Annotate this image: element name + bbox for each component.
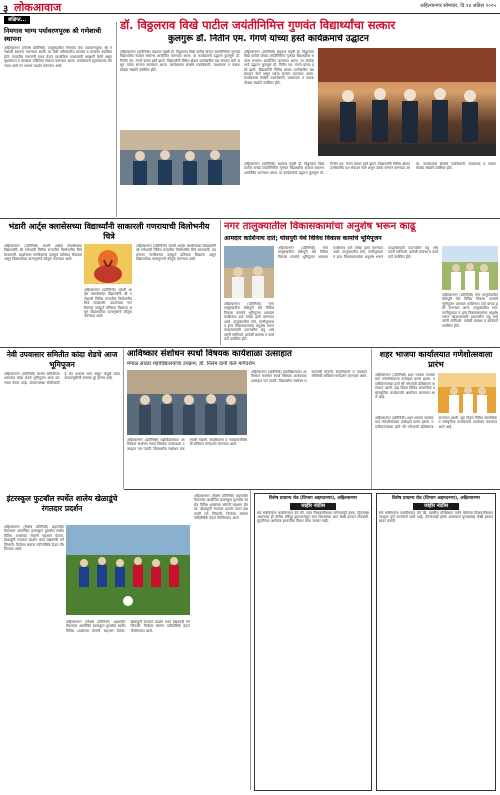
nagar-body: अहिल्यानगर (प्रतिनिधी) नगर तालुक्यातील घोसपुरी येथे विविध विकास कामांचे भूमिपूजन आमदार काशिनाथ दाते यांच्या हस्ते करण्यात आले. तालुक्यातील रस्ते, पाणीपुरवठा व इतर विकासकामांचा अनुशेष भरून काढण्यासाठी प्रयत्नशील राहू असे त्यांनी सांगितले. यावेळी ग्रामस्थ व कार्यकर्ते उपस्थित होते. (224, 302, 274, 342)
bhandari-headline: भंडारी आर्ट्स क्लासेसच्या विद्यार्थ्यांनी साकारली गणरायाची विलोभनीय चित्रे (8, 222, 210, 241)
top-story-body: अहिल्यानगर (प्रतिनिधी) सहकार महर्षी डॉ. विठ्ठलराव विखे पाटील यांच्या जयंतीनिमित्त गुणवंत विद्यार्थ्यांचा सत्कार समारंभ आयोजित करण्यात आला. या कार्यक्रमाचे उद्घाटन कुलगुरू डॉ. नितीन एम. गंगणे यांच्या हस्ते झाले. विद्यार्थ्यांनी विविध क्षेत्रात उल्लेखनीय यश संपादन केले असून त्यांचा सन्मान करण्यात आला. कार्यक्रमास संस्थेचे पदाधिकारी, प्राध्यापक व पालक मोठ्या संख्येने उपस्थित होते. (120, 50, 240, 72)
top-story-body-col2: अहिल्यानगर (प्रतिनिधी) सहकार महर्षी डॉ. विठ्ठलराव विखे पाटील यांच्या जयंतीनिमित्त गुणवंत विद्यार्थ्यांचा सत्कार समारंभ आयोजित करण्यात आला. या कार्यक्रमाचे उद्घाटन कुलगुरू डॉ. नितीन एम. गंगणे यांच्या हस्ते झाले. विद्यार्थ्यांनी विविध क्षेत्रात उल्लेखनीय यश संपादन केले असून त्यांचा सन्मान करण्यात आला. कार्यक्रमास संस्थेचे पदाधिकारी, प्राध्यापक व पालक मोठ्या संख्येने उपस्थित होते. (244, 50, 314, 85)
public-notice-1 (254, 493, 372, 791)
left-brief-title: निमगाव भाग्य पर्यावरणपूरक श्री गणेशाची स्थापना (4, 27, 102, 43)
bjp-body: अहिल्यानगर (प्रतिनिधी) शहर भाजपा कार्यालयात गणेशोत्सवाला उत्साहात प्रारंभ झाला. पदाधिकाऱ्यांच्या हस्ते श्री गणेशाची प्रतिष्ठापना करण्यात आली. दहा दिवस विविध सामाजिक व सांस्कृतिक कार्यक्रमांचे आयोजन करण्यात आले आहे. (375, 373, 435, 400)
top-story-body-col3: अहिल्यानगर (प्रतिनिधी) सहकार महर्षी डॉ. विठ्ठलराव विखे पाटील यांच्या जयंतीनिमित्त गुणवंत विद्यार्थ्यांचा सत्कार समारंभ आयोजित करण्यात आला. या कार्यक्रमाचे उद्घाटन कुलगुरू डॉ. नितीन एम. गंगणे यांच्या हस्ते झाले. विद्यार्थ्यांनी विविध क्षेत्रात उल्लेखनीय यश संपादन केले असून त्यांचा सन्मान करण्यात आला. कार्यक्रमास संस्थेचे पदाधिकारी, प्राध्यापक व पालक मोठ्या संख्येने उपस्थित होते. (244, 162, 496, 175)
bjp-headline: शहर भाजपा कार्यालयात गणेशोत्सवाला प्रारंभ (379, 350, 493, 369)
football-headline: इंटरस्कूल फुटबॉल स्पर्धेत शालेय खेळाडूंचे रंगतदार प्रदर्शन (6, 494, 118, 513)
football-body-3: अहिल्यानगर (विशेष प्रतिनिधी) शहरातील मैदानावर आयोजित इंटरस्कूल फुटबॉल स्पर्धेत विविध शाळांच्या संघांनी सहभाग घेतला. खेळाडूंनी रंगतदार प्रदर्शन करत प्रेक्षकांची मने जिंकली. विजेत्या संघांना पारितोषिके देऊन गौरविण्यात आले. (194, 494, 248, 521)
bhandari-body-2: अहिल्यानगर (प्रतिनिधी) भंडारी आर्ट्स क्लासेसच्या विद्यार्थ्यांनी श्री गणेशाची विविध रूपातील विलोभनीय चित्रे साकारली. प्रदर्शनाला नागरिकांचा उत्स्फूर्त प्रतिसाद मिळाला असून विद्यार्थ्यांच्या कलागुणांचे कौतुक करण्यात आले. (84, 288, 132, 319)
bjp-photo (438, 373, 496, 413)
top-story-headline: डॉ. विठ्ठलराव विखे पाटील जयंतीनिमित्त गुणवंत विद्यार्थ्यांचा सत्कार (120, 18, 396, 32)
left-brief (4, 27, 112, 225)
page-number: ३ (3, 4, 9, 15)
notice-1-head: विशेष प्राधान्य रोड (विभाग अहमदनगर), अहिल्यानगर (269, 496, 357, 501)
notice-2-head: विशेष प्राधान्य रोड (विभाग अहमदनगर), अहिल्यानगर (392, 496, 480, 501)
notice-1-tag: जाहीर नोटीस (290, 503, 336, 510)
ganesha-painting (84, 244, 132, 284)
public-notice-2 (376, 493, 496, 791)
award-photo-2 (120, 130, 240, 185)
bhandari-body: अहिल्यानगर (प्रतिनिधी) भंडारी आर्ट्स क्लासेसच्या विद्यार्थ्यांनी श्री गणेशाची विविध रूपातील विलोभनीय चित्रे साकारली. प्रदर्शनाला नागरिकांचा उत्स्फूर्त प्रतिसाद मिळाला असून विद्यार्थ्यांच्या कलागुणांचे कौतुक करण्यात आले. (4, 244, 82, 262)
innovation-body: अहिल्यानगर (प्रतिनिधी) महाविद्यालयात आविष्कार संशोधन स्पर्धा विषयक कार्यशाळा उत्साहात पार पडली. विद्यार्थ्यांना संशोधन प्रकल्पाची मांडणी, सादरीकरण व नवकल्पनांविषयी सविस्तर मार्गदर्शन करण्यात आले. (127, 438, 247, 451)
innovation-body-2: अहिल्यानगर (प्रतिनिधी) महाविद्यालयात आविष्कार संशोधन स्पर्धा विषयक कार्यशाळा उत्साहात पार पडली. विद्यार्थ्यांना संशोधन प्रकल्पाची मांडणी, सादरीकरण व नवकल्पनांविषयी सविस्तर मार्गदर्शन करण्यात आले. (251, 370, 367, 383)
bjp-body-2: अहिल्यानगर (प्रतिनिधी) शहर भाजपा कार्यालयात गणेशोत्सवाला उत्साहात प्रारंभ झाला. पदाधिकाऱ्यांच्या हस्ते श्री गणेशाची प्रतिष्ठापना करण्यात आली. दहा दिवस विविध सामाजिक व सांस्कृतिक कार्यक्रमांचे आयोजन करण्यात आले आहे. (375, 416, 497, 429)
notice-2-body: सर्व संबंधितांना कळविण्यात येते की, खालील परिशिष्टात वर्णन केलेल्या मिळकतीबाबत व्यवहार पूर्ण करण्याचे ठरले आहे. कोणाचाही हक्क असल्यास पुराव्यासह लेखी हरकत सादर करावी. (379, 510, 493, 524)
bhandari-body-3: अहिल्यानगर (प्रतिनिधी) भंडारी आर्ट्स क्लासेसच्या विद्यार्थ्यांनी श्री गणेशाची विविध रूपातील विलोभनीय चित्रे साकारली. प्रदर्शनाला नागरिकांचा उत्स्फूर्त प्रतिसाद मिळाला असून विद्यार्थ्यांच्या कलागुणांचे कौतुक करण्यात आले. (136, 244, 216, 262)
masthead: लोकआवाज (14, 1, 62, 14)
nagar-headline: नगर तालुक्यातील विकासकामांचा अनुशेष भरून काढू (224, 221, 416, 232)
section-tag: संक्षिप्त... (4, 16, 30, 24)
notice-1-body: सर्व संबंधितांना कळविण्यात येते की, सदर मिळकतीबाबत कोणाचाही हक्क, हितसंबंध असल्यास ही नोटीस प्रसिद्ध झाल्यापासून सात दिवसांच्या आत लेखी हरकत नोंदवावी. मुदतीनंतर आलेल्या हरकतींचा विचार केला जाणार नाही. (257, 510, 369, 524)
nagar-body-3: अहिल्यानगर (प्रतिनिधी) नगर तालुक्यातील घोसपुरी येथे विविध विकास कामांचे भूमिपूजन आमदार काशिनाथ दाते यांच्या हस्ते करण्यात आले. तालुक्यातील रस्ते, पाणीपुरवठा व इतर विकासकामांचा अनुशेष भरून काढण्यासाठी प्रयत्नशील राहू असे त्यांनी सांगितले. यावेळी ग्रामस्थ व कार्यकर्ते उपस्थित होते. (442, 293, 498, 328)
innovation-subhead: मेंगाळ सारडा महाविद्यालयाचा उपक्रम; डॉ. निलम दानी केले मार्गदर्शन (127, 361, 255, 367)
dateline: अहिल्यानगर सोमवार, दि.१४ अप्रिल २०२५ (419, 3, 496, 9)
football-body: अहिल्यानगर (विशेष प्रतिनिधी) शहरातील मैदानावर आयोजित इंटरस्कूल फुटबॉल स्पर्धेत विविध शाळांच्या संघांनी सहभाग घेतला. खेळाडूंनी रंगतदार प्रदर्शन करत प्रेक्षकांची मने जिंकली. विजेत्या संघांना पारितोषिके देऊन गौरविण्यात आले. (4, 525, 64, 552)
page-header (0, 0, 500, 14)
nagar-subhead: आमदार काशिनाथ दाते; घोसपुरी येथे विविध विकास कामांचे भूमिपूजन (224, 235, 382, 242)
left-brief-body: अहिल्यानगर (विशेष प्रतिनिधी) तालुक्यातील निमगाव येथे पर्यावरणपूरक श्री गणेशाची स्थापना करण्यात आली. या वेळी परिसरातील ग्रामस्थ व मान्यवर उपस्थित होते. गावातील तरुणांनी एकत्र येऊन सामाजिक उपक्रमांची आखणी केली असून वृक्षारोपण व स्वच्छता मोहिमेचा संकल्प करण्यात आला. कार्यक्रमाचे सूत्रसंचालन करण्यात आले तर आभार प्रदर्शन करण्यात आले. (4, 46, 112, 68)
top-story-subhead: कुलगुरू डॉ. नितीन एम. गंगणे यांच्या हस्ते कार्यक्रमाचे उद्घाटन (168, 34, 369, 44)
workshop-photo (127, 370, 247, 435)
notice-2-tag: जाहीर नोटीस (413, 503, 459, 510)
football-photo (66, 525, 190, 615)
kanda-headline: नेवी उपवासार समितीत कांदा शेडचे आज भूमिपूजन (6, 350, 118, 369)
nagar-photo-2 (442, 246, 498, 290)
kanda-body: अहिल्यानगर (प्रतिनिधी) बाजार समितीच्या आवारात कांदा शेडचे भूमिपूजन आज करण्यात येणार आहे. शेतकऱ्यांच्या सोयीसाठी हे शेड उभारले जात असून यामुळे कांदा साठवणुकीची समस्या दूर होणार आहे. (4, 372, 120, 385)
bhoomipujan-photo (224, 246, 274, 298)
football-body-2: अहिल्यानगर (विशेष प्रतिनिधी) शहरातील मैदानावर आयोजित इंटरस्कूल फुटबॉल स्पर्धेत विविध शाळांच्या संघांनी सहभाग घेतला. खेळाडूंनी रंगतदार प्रदर्शन करत प्रेक्षकांची मने जिंकली. विजेत्या संघांना पारितोषिके देऊन गौरविण्यात आले. (66, 620, 190, 633)
award-photo (318, 48, 496, 156)
nagar-body-2: अहिल्यानगर (प्रतिनिधी) नगर तालुक्यातील घोसपुरी येथे विविध विकास कामांचे भूमिपूजन आमदार काशिनाथ दाते यांच्या हस्ते करण्यात आले. तालुक्यातील रस्ते, पाणीपुरवठा व इतर विकासकामांचा अनुशेष भरून काढण्यासाठी प्रयत्नशील राहू असे त्यांनी सांगितले. यावेळी ग्रामस्थ व कार्यकर्ते उपस्थित होते. (278, 246, 438, 259)
innovation-headline: आविष्कार संशोधन स्पर्धा विषयक कार्यशाळा उत्साहात (127, 349, 292, 359)
